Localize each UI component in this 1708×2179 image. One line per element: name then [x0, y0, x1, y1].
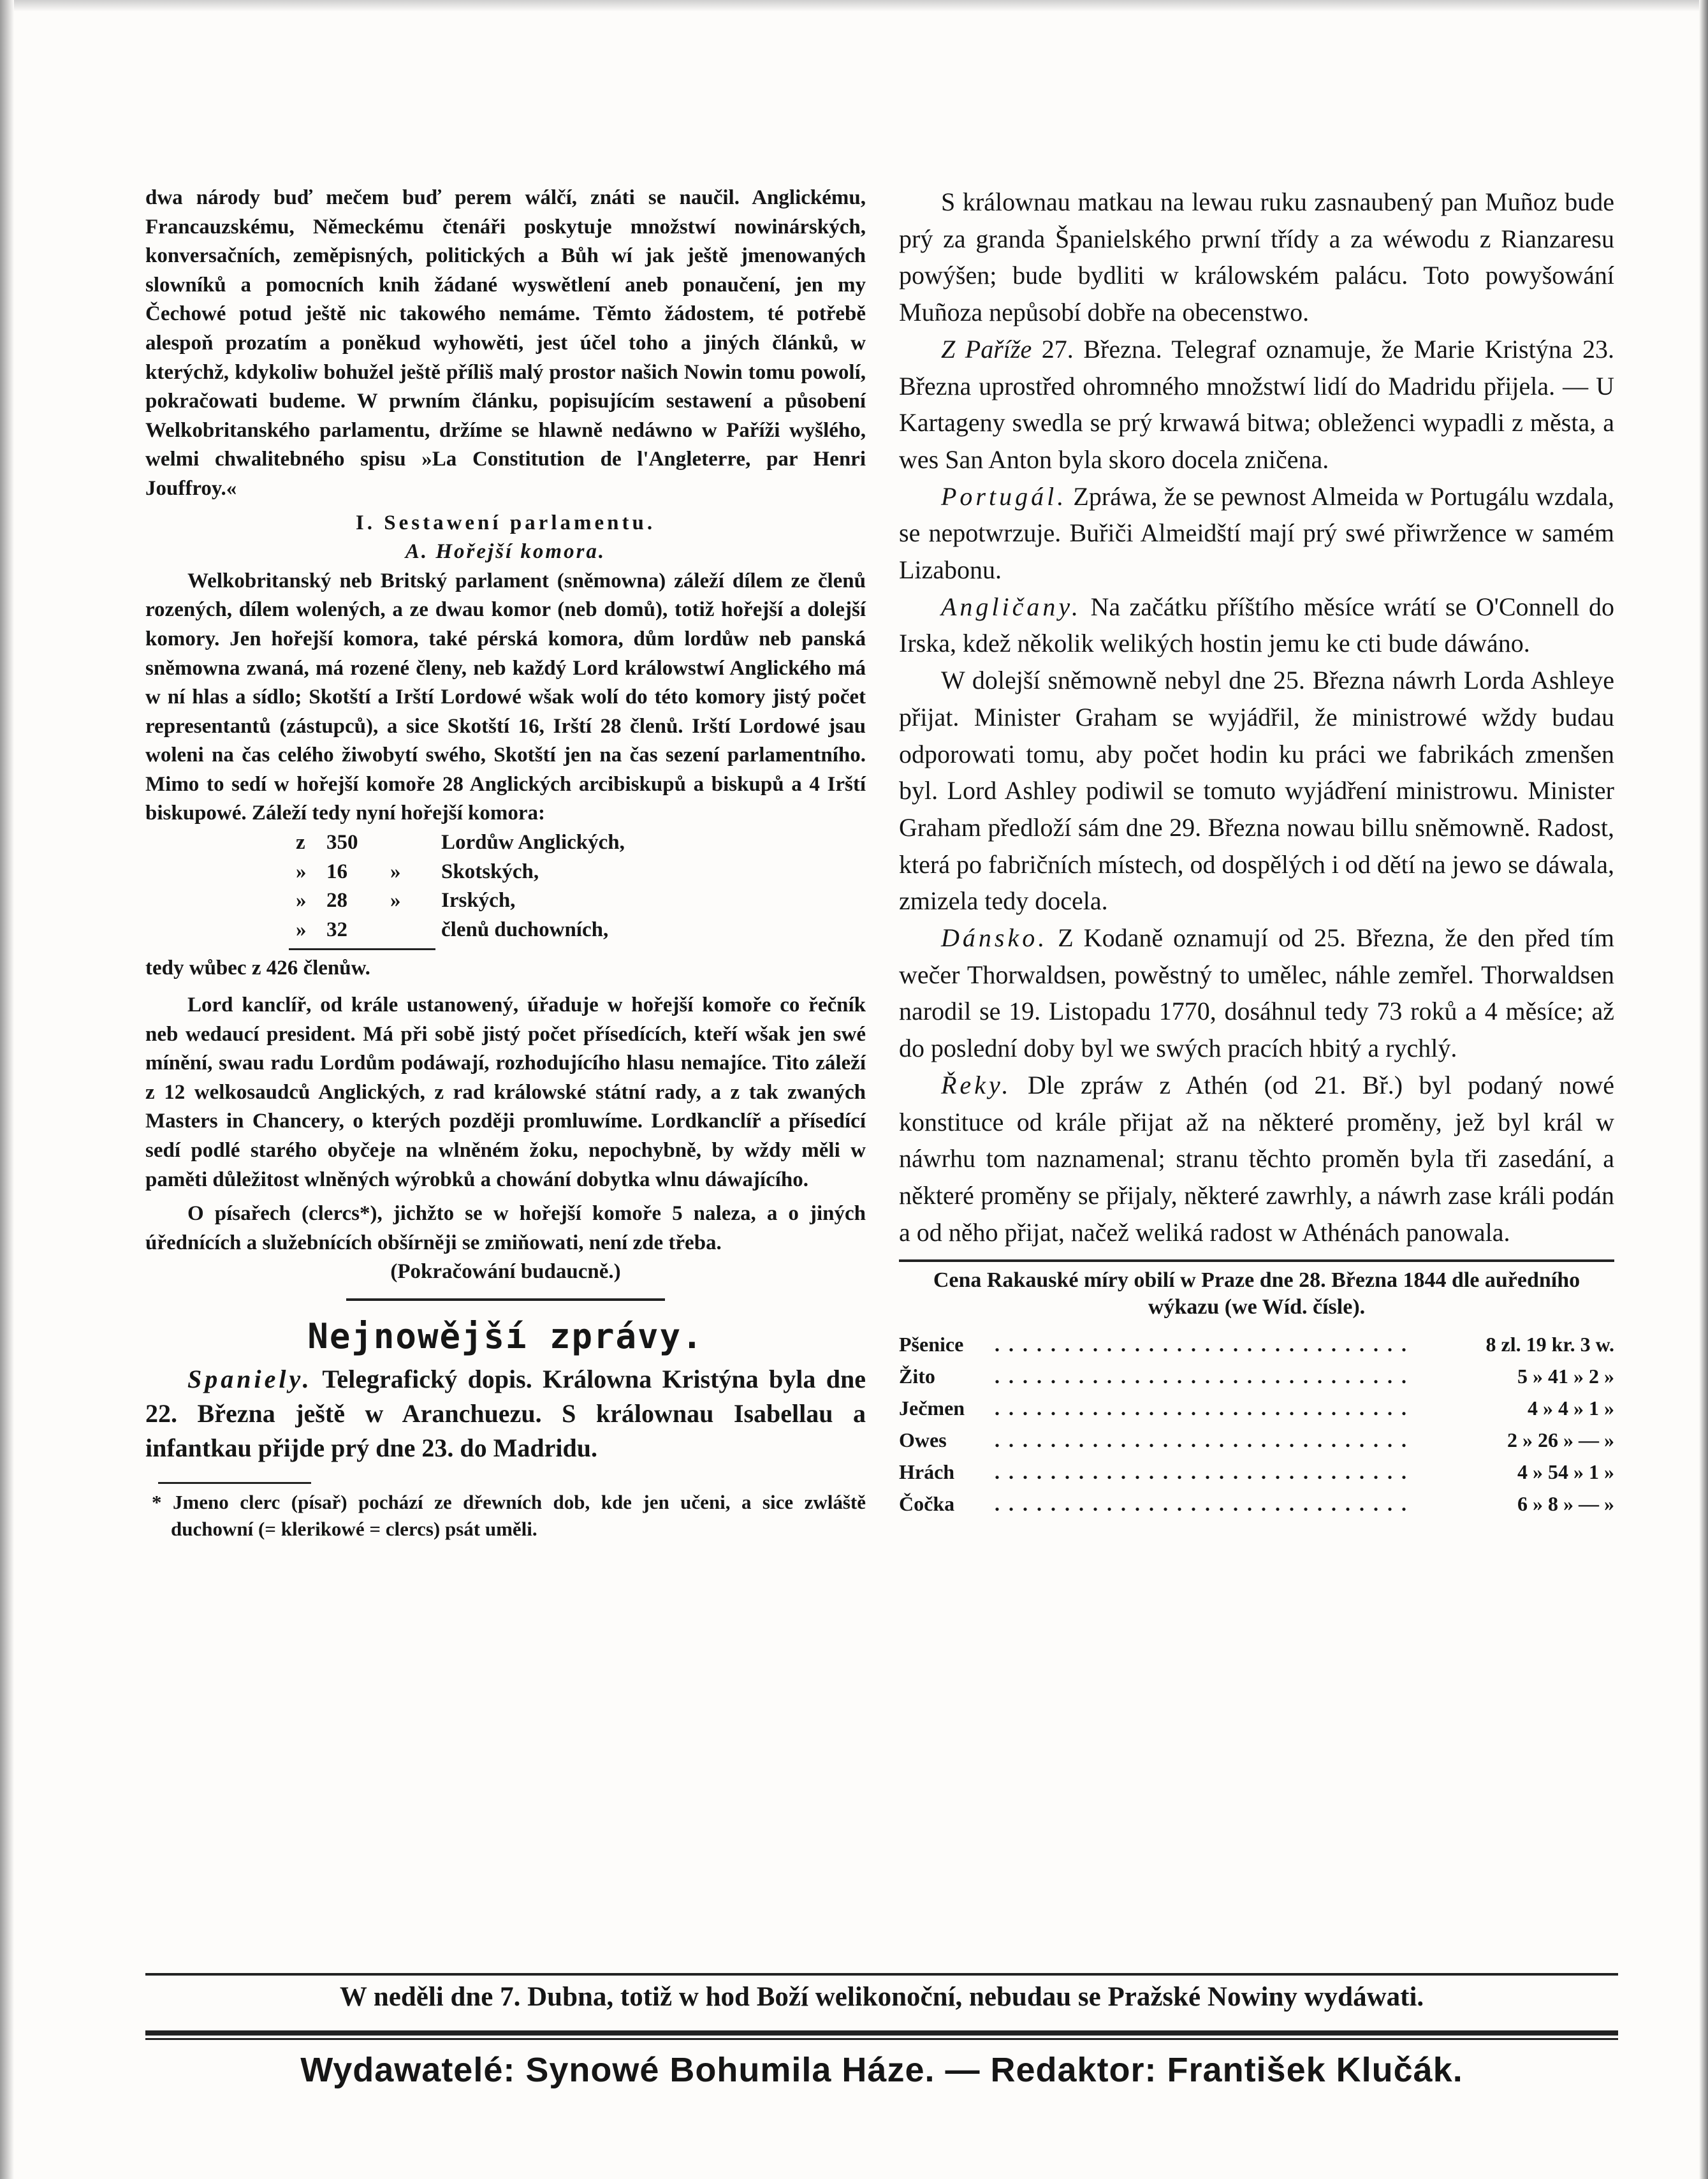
price-row: Pšenice .............................. 8 zl. 19 kr. 3 w. — [899, 1333, 1614, 1356]
commons-news: W dolejší sněmowně nebyl dne 25. Března náwrh Lorda Ashleye přijat. Minister Graham se wyjádřil, že ministrowé wždy budau odporowati tomu, aby počet hodin ku práci we fabrikách zmenšen byl. Lord Ashley podiwil se tomuto wyjádření ministrowu. Minister Graham předloží sám dne 29. Března nowau billu sněmowně. Radost, která po fabričních místech, od dospělých i od dětí na jewo se dáwala, zmizela tedy docela. — [899, 666, 1614, 916]
left-column — [145, 184, 866, 1543]
price-row: Ječmen .............................. 4 » 4 » 1 » — [899, 1397, 1614, 1420]
parliament-paragraph: Welkobritanský neb Britský parlament (sněmowna) záleží dílem ze členů rozených, dílem wolených, a ze dwau komor (neb domů), totiž hořejší a dolejší komory. Jen hořejší komora, také pérská komora, dům lordůw neb panská sněmowna zwaná, má rozené členy, neb každý Lord králowstwí Anglického má w ní hlas a sídlo; Skotští a Irští Lordowé wšak wolí do této komory jistý počet representantů (zástupců), a sice Skotští 16, Irští 28 členů. Irští Lordowé jsau woleni na čas celého žiwobytí swého, Skotští jen na čas sezení parlamentního. Mimo to sedí w hořejší komoře 28 Anglických arcibiskupů a biskupů a 4 Irští biskupowé. Záleží tedy nyní hořejší komora: — [145, 569, 866, 825]
right-column — [899, 184, 1614, 1520]
intro-paragraph: dwa národy buď mečem buď perem wálčí, znáti se naučil. Anglickému, Francauzskému, Německému čtenáři poskytuje množstwí nowinárských, konversačních, zeměpisných, politických a Bůh wí jak ještě jmenowaných slowníků a pomocních knih žádané wyswětlení aneb ponaučení, jen my Čechowé potud ještě nic takowého nemáme. Těmto žádostem, té potřebě alespoň prozatím a poněkud wyhowěti, jest účel toho a jiných článků, w kterýchž, kdykoliw bohužel ještě příliš malý prostor našich Nowin tomu powolí, pokračowati budeme. W prwním článku, popisujícím sestawení a působení Welkobritanského parlamentu, držíme se hlawně nedáwno w Paříži wyšlého, welmi chwalitebného spisu »La Constitution de l'Angleterre, par Henri Jouffroy.« — [145, 186, 866, 500]
continuation-note: (Pokračowání budaucně.) — [390, 1260, 621, 1284]
denmark-news: Dánsko. Z Kodaně oznamují od 25. Března, že den před tím wečer Thorwaldsen, powěstný to umělec, náhle zemřel. Thorwaldsen narodil se 19. Listopadu 1770, dosáhnul tedy 73 roků a 4 měsíce; až do poslední doby byl we swých pracích hbitý a rychlý. — [899, 923, 1614, 1063]
peers-row: z 350 Lordůw Anglických, — [296, 831, 625, 855]
peers-list — [296, 828, 866, 944]
news-heading: Nejnowější zprávy. — [307, 1316, 704, 1356]
england-news: Angličany. Na začátku příštího měsíce wrátí se O'Connell do Irska, kdež několik welikých hostin jemu ke cti bude dáwáno. — [899, 592, 1615, 658]
page-right-edge — [1699, 0, 1708, 2179]
footnote: * Jmeno clerc (písař) pochází ze dřewních dob, kde jen učeni, a sice zwláště duchowní (= klerikowé = clercs) psát uměli. — [152, 1490, 866, 1540]
publishers-line: Wydawatelé: Synowé Bohumila Háze. — Redaktor: František Klučák. — [300, 2051, 1463, 2089]
peers-row: » 16 » Skotských, — [296, 860, 539, 883]
chancellor-paragraph: Lord kanclíř, od krále ustanowený, úřaduje w hořejší komoře co řečník neb wedaucí president. Má při sobě jistý počet přísedících, kteří wšak jen swé mínění, swau radu Lordům podáwají, rozhodujícího hlasu nemajíce. Tito záleží z 12 welkosaudců Anglických, z rad králowské státní rady, a z tak zwaných Masters in Chancery, o kterých později promluwíme. Lordkanclíř a přísedící sedí podlé starého obyčeje na wlněném žoku, nepochybně, by wždy měli w paměti důležitost wlněných wýrobků a chowání dobytka wlnu dáwajícího. — [145, 994, 866, 1191]
price-row: Hrách .............................. 4 » 54 » 1 » — [899, 1460, 1614, 1484]
portugal-news: Portugál. Zpráwa, že se pewnost Almeida w Portugálu wzdala, se nepotwrzuje. Buřiči Almeidští mají prý swé přiwržence w samém Lizabonu. — [899, 481, 1614, 585]
prices-table — [899, 1259, 1614, 1520]
prices-caption: Cena Rakauské míry obilí w Praze dne 28. Března 1844 dle auředního wýkazu (we Wíd. čísle). — [933, 1268, 1580, 1319]
section-divider — [346, 1298, 665, 1301]
double-rule-thin — [145, 2038, 1618, 2040]
price-row: Čočka .............................. 6 » 8 » — » — [899, 1492, 1614, 1516]
page-top-edge — [0, 0, 1708, 11]
subsection-heading: A. Hořejší komora. — [405, 540, 606, 564]
peers-total: tedy wůbec z 426 členůw. — [145, 957, 370, 980]
footnote-rule — [158, 1482, 311, 1484]
price-row: Owes .............................. 2 » 26 » — » — [899, 1428, 1614, 1452]
paris-news: Z Paříže 27. Března. Telegraf oznamuje, že Marie Kristýna 23. Března uprostřed ohromného množstwí lidí do Madridu přijela. — U Kartageny swedla se prý krwawá bitwa; obleženci wypadli z města, a wes San Anton byla skoro docela zničena. — [899, 334, 1615, 474]
england-tag: Angličany. — [941, 592, 1081, 621]
price-row: Žito .............................. 5 » 41 » 2 » — [899, 1365, 1614, 1388]
greece-news: Řeky. Dle zpráw z Athén (od 21. Bř.) byl podaný nowé konstituce od krále přijat až na některé proměny, jež byl král w náwrhu tom naznamenal; stranu těchto proměn byla tři zasedání, a některé proměny se přijaly, některé zawrhly, a náwrh zase králi podán a od něho přijat, načež weliká radost w Athénách panowala. — [899, 1070, 1615, 1247]
double-rule-thick — [145, 2030, 1618, 2036]
page-left-edge — [0, 0, 14, 2179]
paris-tag: Z Paříže — [941, 334, 1032, 363]
sum-rule — [289, 948, 435, 950]
munoz-paragraph: S králownau matkau na lewau ruku zasnaubený pan Muñoz bude prý za granda Španielského prwní třídy a za wéwodu z Rianzaresu powýšen; bude bydliti w králowském palácu. Toto powyšowání Muñoza nepůsobí dobře na obecenstwo. — [899, 187, 1614, 327]
spain-tag: Spaniely. — [187, 1364, 312, 1393]
notice-top-rule — [145, 1973, 1618, 1976]
bottom-notice: W neděli dne 7. Dubna, totiž w hod Boží welikonoční, nebudau se Pražské Nowiny wydáwati. — [339, 1982, 1424, 2012]
peers-row: » 32 členů duchowních, — [296, 918, 609, 941]
portugal-tag: Portugál. — [941, 481, 1067, 511]
denmark-tag: Dánsko. — [941, 923, 1048, 953]
section-heading: I. Sestawení parlamentu. — [355, 511, 656, 534]
spain-news: Spaniely. Telegrafický dopis. Králowna Kristýna byla dne 22. Března ještě w Aranchuezu. S králownau Isabellau a infantkau přijde prý dne 23. do Madridu. — [145, 1364, 866, 1462]
greece-tag: Řeky. — [941, 1070, 1012, 1099]
clerks-paragraph: O písařech (clercs*), jichžto se w hořejší komoře 5 naleza, a o jiných úřednících a služebnících obšírněji se zmiňowati, není zde třeba. — [145, 1202, 866, 1254]
peers-row: » 28 » Irských, — [296, 889, 516, 913]
